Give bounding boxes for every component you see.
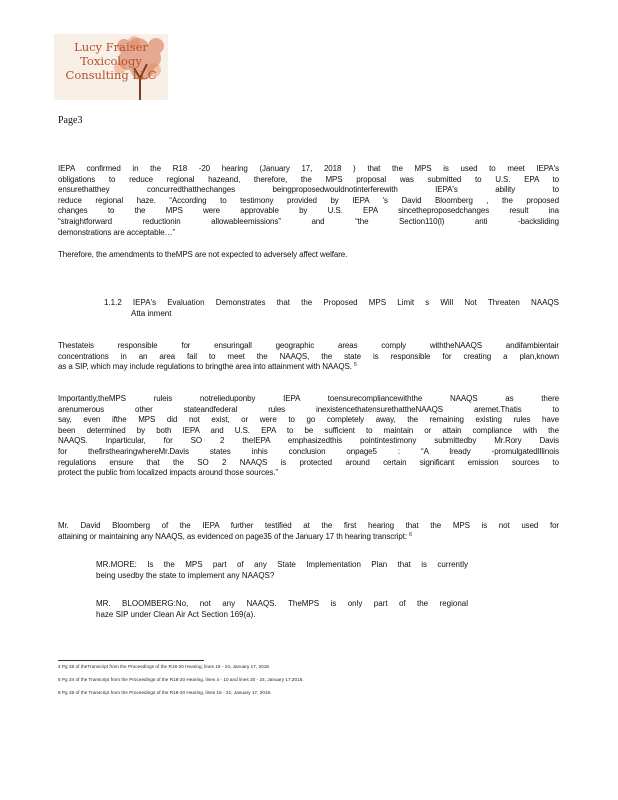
- text-line: “straightforward reductionin allowableemissions” and “the Section110(l) anti -backsliding: [58, 216, 559, 226]
- heading-line: Atta inment: [131, 308, 172, 318]
- heading-line: 1.1.2 IEPA's Evaluation Demonstrates that the Proposed MPS Limit s Will Not Threaten NAAQS: [104, 298, 559, 307]
- text-line: ensurethatthey concurredthatthechanges beingproposedwouldnotinterferewith IEPA's ability to: [58, 185, 559, 195]
- text-line-content: attaining or maintaining any NAAQS, as evidenced on page35 of the January 17 th hearing transcript:: [58, 531, 407, 541]
- footnote-5: 5 Pg 34 of the Transcript from the Proceedings of the R18-20 Hearing, lines 4 - 10 and lines 20 - 24, January 17,2018.: [58, 677, 304, 682]
- logo-line-3: Consulting LLC: [65, 68, 157, 82]
- quote-line: MR.MORE: Is the MPS part of any State Implementation Plan that is currently: [96, 560, 468, 569]
- footnote-ref-5[interactable]: 5: [353, 362, 357, 369]
- logo-line-1: Lucy Fraiser: [74, 40, 148, 54]
- text-line: regulations ensure that the SO 2 NAAQS is protected around certain significant emission sources to: [58, 457, 559, 467]
- section-heading-1-1-2: [104, 298, 559, 319]
- text-line: Thestateis responsible for ensuringall geographic areas comply withtheNAAQS andifambientair: [58, 341, 559, 350]
- logo-line-2: Toxicology: [80, 54, 142, 68]
- text-line: [58, 532, 559, 543]
- text-line: concentrations in an area fail to meet the NAAQS, the state is responsible for creating a plan,known: [58, 351, 559, 361]
- text-line-content: as a SIP, which may include regulations to bringthe area into attainment with NAAQS.: [58, 362, 352, 372]
- text-line: NAAQS. Inparticular, for SO 2 theIEPA emphasizedthis pointintestimony submittedby Mr.Rory Davis: [58, 436, 559, 446]
- transcript-quote-more: [96, 560, 468, 582]
- footnote-divider: [58, 660, 204, 661]
- quote-line: being usedby the state to implement any NAAQS?: [96, 570, 275, 580]
- company-logo: [54, 34, 168, 100]
- text-line: reduce regional haze. “According to testimony provided by IEPA 's David Bloomberg , the proposed: [58, 195, 559, 205]
- text-line: arenumerous other stateandfederal rules inexistencethatensurethattheNAAQS aremet.Thatis to: [58, 404, 559, 414]
- quote-line: MR. BLOOMBERG:No, not any NAAQS. TheMPS is only part of the regional: [96, 599, 468, 608]
- quote-line: haze SIP under Clean Air Act Section 169(a).: [96, 609, 256, 619]
- text-line: Importantly,theMPS ruleis notrelieduponby IEPA toensurecompliancewiththe NAAQS as there: [58, 394, 559, 403]
- paragraph-iepa-confirmed: [58, 164, 559, 238]
- footnote-ref-6[interactable]: 6: [409, 531, 412, 538]
- footnote-4: 4 Pg 36 of theTranscript from the Proceedings of the R18-20 Hearing, lines 19 - 24, January 17, 2018.: [58, 664, 271, 669]
- text-line: say, even ifthe MPS did not exist, or were to go completely away, the remaining existing rules have: [58, 415, 559, 425]
- text-line: Mr. David Bloomberg of the IEPA further testified at the first hearing that the MPS is not used for: [58, 521, 559, 530]
- text-line: IEPA confirmed in the R18 -20 hearing (January 17, 2018 ) that the MPS is used to meet IEPA's: [58, 164, 559, 173]
- paragraph-bloomberg: [58, 521, 559, 542]
- transcript-quote-bloomberg: [96, 599, 468, 621]
- text-line: protect the public from localized impacts around those sources.”: [58, 468, 278, 478]
- page-label: Page3: [58, 115, 83, 126]
- text-line: obligations to reduce regional hazeand, therefore, the MPS proposal was submitted to U.S. EPA to: [58, 174, 559, 184]
- footnote-6: 6 Pg 35 of the Transcript from the Proceedings of the R18-20 Hearing, lines 16 - 21, January 17, 2018.: [58, 690, 272, 695]
- paragraph-importantly: [58, 394, 559, 479]
- text-line: Therefore, the amendments to theMPS are not expected to adversely affect welfare.: [58, 250, 348, 259]
- paragraph-state-responsible: [58, 341, 559, 373]
- paragraph-therefore: [58, 250, 559, 261]
- text-line: for thefirsthearingwhereMr.Davis states inhis conclusion onpage5 : “A lready -promulgatedIllinois: [58, 446, 559, 456]
- text-line: demonstrations are acceptable…”: [58, 227, 175, 237]
- text-line: been determined by both IEPA and U.S. EPA to be sufficient to maintain or attain compliance with the: [58, 425, 559, 435]
- text-line: changes to the MPS were approvable by U.S. EPA sincetheproposedchanges result ina: [58, 206, 559, 216]
- text-line: [58, 362, 559, 373]
